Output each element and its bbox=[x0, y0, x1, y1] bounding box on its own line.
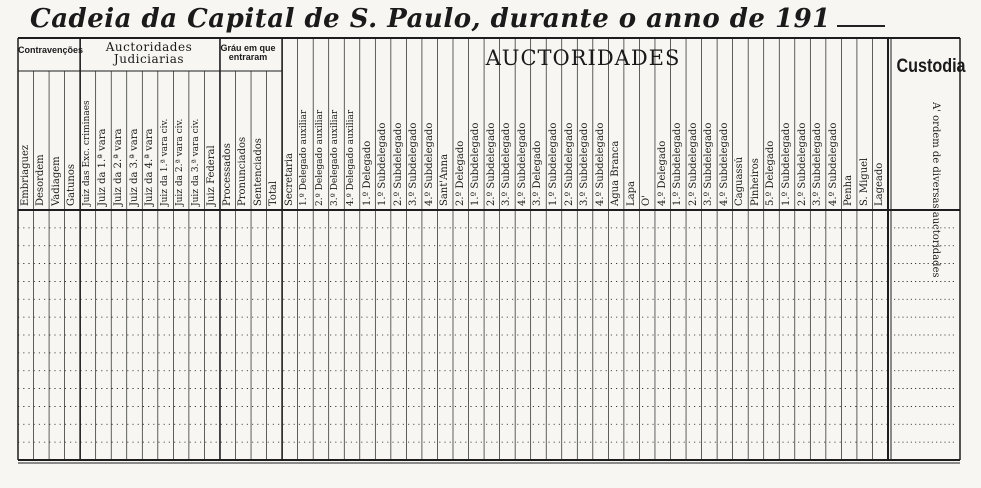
column-header-9: Juiz da 1.ª vara civ. bbox=[159, 118, 170, 206]
column-header-45: 4.º Subdelegado bbox=[718, 122, 730, 206]
column-header-44: 3.º Subdelegado bbox=[703, 122, 715, 206]
column-header-7: Juiz da 3.ª vara bbox=[128, 128, 140, 206]
column-header-29: 1.º Subdelegado bbox=[470, 122, 482, 206]
column-header-35: 2.º Subdelegado bbox=[563, 122, 575, 206]
group-grau-line2: entraram bbox=[228, 52, 268, 62]
column-header-24: 2.º Subdelegado bbox=[392, 122, 404, 206]
column-header-6: Juiz da 2.ª vara bbox=[112, 128, 124, 206]
column-header-36: 3.º Subdelegado bbox=[579, 122, 591, 206]
column-header-20: 3.º Delegado auxiliar bbox=[330, 109, 341, 206]
column-header-14: Pronunciados bbox=[237, 136, 249, 206]
column-header-15: Sentenciados bbox=[252, 138, 264, 206]
column-header-39: Lapa bbox=[625, 181, 637, 206]
column-header-27: Sant'Anna bbox=[439, 153, 451, 206]
group-grau-line1: Gráu em que bbox=[220, 43, 276, 53]
column-header-42: 1.º Subdelegado bbox=[672, 122, 684, 206]
column-header-38: Agua Branca bbox=[610, 140, 622, 206]
column-header-16: Total bbox=[268, 180, 280, 206]
group-auctoridades: AUCTORIDADES bbox=[485, 46, 681, 70]
column-header-26: 4.º Subdelegado bbox=[423, 122, 435, 206]
column-header-23: 1.º Subdelegado bbox=[377, 122, 389, 206]
column-header-53: Penha bbox=[843, 174, 855, 206]
column-header-10: Juiz da 2.ª vara civ. bbox=[175, 118, 186, 206]
column-header-31: 3.º Subdelegado bbox=[501, 122, 513, 206]
column-header-8: Juiz da 4.ª vara bbox=[144, 128, 156, 206]
column-header-52: 4.º Subdelegado bbox=[827, 122, 839, 206]
group-auctoridades-judiciarias-line1: Auctoridades bbox=[105, 40, 193, 54]
group-auctoridades-judiciarias bbox=[82, 41, 216, 65]
column-header-3: Gatunos bbox=[66, 163, 78, 206]
column-header-1: Desordem bbox=[35, 154, 47, 206]
column-header-28: 2.º Delegado bbox=[454, 140, 466, 206]
group-grau bbox=[218, 44, 278, 62]
column-header-18: 1.º Delegado auxiliar bbox=[299, 109, 310, 206]
column-header-43: 2.º Subdelegado bbox=[687, 122, 699, 206]
column-header-55: Lageado bbox=[874, 162, 886, 206]
column-header-41: 4.º Delegado bbox=[656, 140, 668, 206]
column-header-51: 3.º Subdelegado bbox=[812, 122, 824, 206]
page-title: Cadeia da Capital de S. Paulo, durante o anno de 191 bbox=[30, 4, 885, 34]
column-header-2: Vadiagem bbox=[50, 156, 62, 206]
column-header-17: Secretaria bbox=[283, 153, 295, 206]
group-auctoridades-judiciarias-line2: Judiciarias bbox=[113, 52, 185, 66]
column-header-12: Juiz Federal bbox=[206, 145, 218, 206]
group-custodia: Custodia bbox=[896, 56, 966, 77]
column-header-21: 4.º Delegado auxiliar bbox=[346, 109, 357, 206]
column-header-46: Caguassú bbox=[734, 156, 746, 206]
column-header-11: Juiz da 3.ª vara civ. bbox=[190, 118, 201, 206]
column-header-47: Pinheiros bbox=[749, 158, 761, 206]
custodia-column-label: A' ordem de diversas auctoridades bbox=[930, 102, 941, 278]
column-header-40: O' bbox=[641, 195, 653, 206]
column-header-4: Juiz das Exc. criminaes bbox=[81, 100, 92, 206]
column-header-54: S. Miguel bbox=[858, 157, 870, 206]
column-header-48: 5.º Delegado bbox=[765, 140, 777, 206]
column-header-37: 4.º Subdelegado bbox=[594, 122, 606, 206]
column-header-22: 1.º Delegado bbox=[361, 140, 373, 206]
column-header-25: 3.º Subdelegado bbox=[408, 122, 420, 206]
column-header-50: 2.º Subdelegado bbox=[796, 122, 808, 206]
column-header-34: 1.º Subdelegado bbox=[547, 122, 559, 206]
column-header-49: 1.º Subdelegado bbox=[781, 122, 793, 206]
column-header-5: Juiz da 1.ª vara bbox=[97, 128, 109, 206]
column-header-30: 2.º Subdelegado bbox=[485, 122, 497, 206]
column-header-13: Processados bbox=[221, 143, 233, 206]
group-contravencoes: Contravenções bbox=[18, 45, 84, 55]
column-header-0: Embriaguez bbox=[19, 144, 31, 206]
column-header-32: 4.º Subdelegado bbox=[516, 122, 528, 206]
column-header-19: 2.º Delegado auxiliar bbox=[314, 109, 325, 206]
column-header-33: 3.º Delegado bbox=[532, 140, 544, 206]
